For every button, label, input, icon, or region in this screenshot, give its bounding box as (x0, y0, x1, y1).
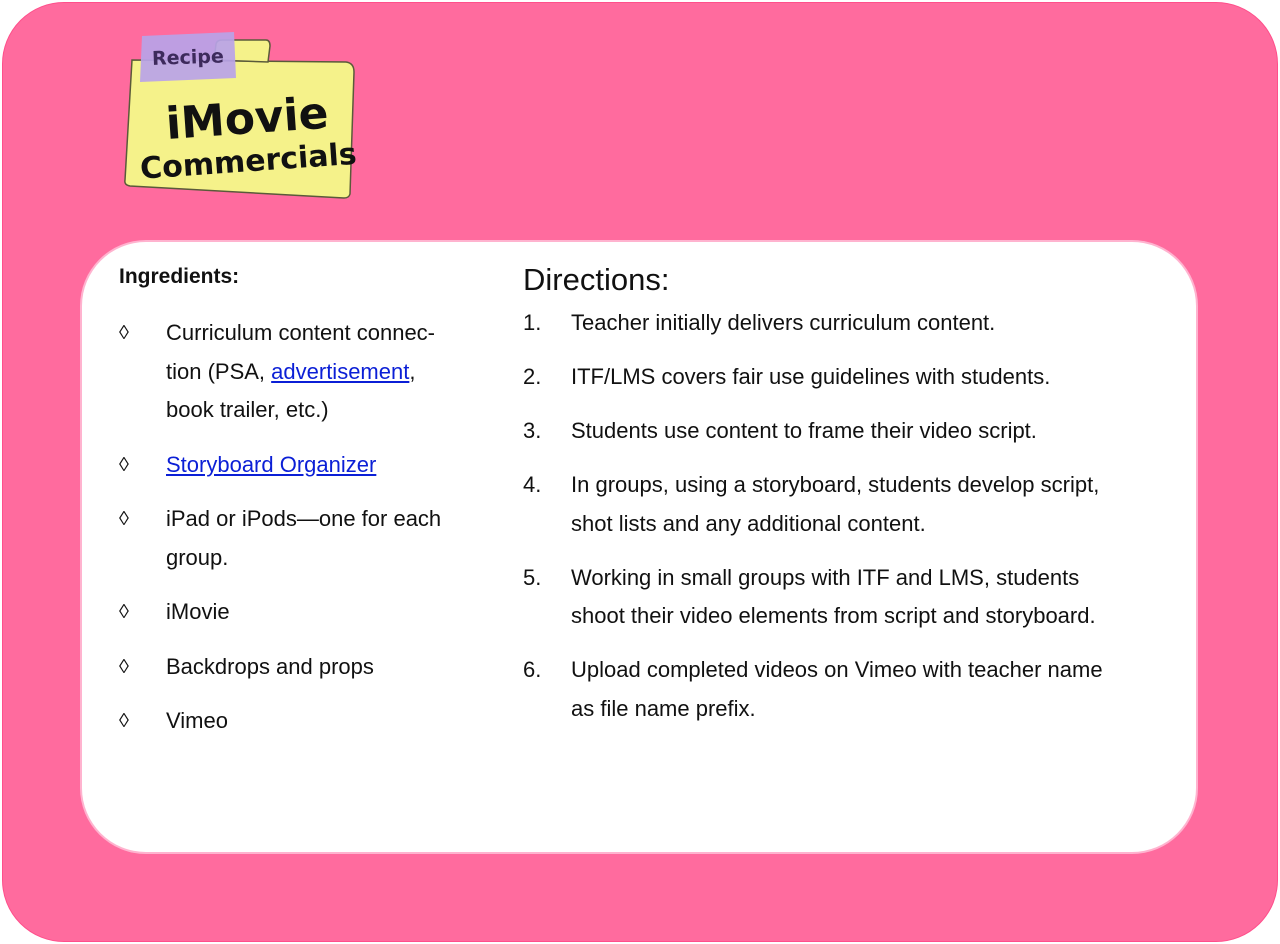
ingredient-text: , (409, 358, 416, 384)
logo-tab-text: Recipe (151, 45, 225, 70)
step-number: 6. (523, 657, 542, 682)
ingredient-item (119, 648, 479, 687)
step-number: 1. (523, 310, 542, 335)
ingredient-text: tion (PSA, (166, 358, 272, 384)
direction-step (523, 304, 1173, 343)
ingredient-text: Backdrops and props (166, 653, 374, 679)
step-number: 5. (523, 564, 542, 590)
ingredient-text: iPad or iPods—one for each (166, 506, 442, 531)
diamond-bullet-icon: ◊ (119, 601, 129, 623)
step-text: Teacher initially delivers curriculum content. (571, 310, 996, 335)
direction-step (523, 358, 1173, 397)
diamond-bullet-icon: ◊ (119, 710, 129, 732)
ingredient-text: Vimeo (166, 708, 228, 733)
step-text: ITF/LMS covers fair use guidelines with students. (571, 364, 1051, 389)
diamond-bullet-icon: ◊ (119, 453, 129, 476)
recipe-imovie-commercials-logo (118, 22, 366, 206)
ingredient-item (119, 500, 479, 577)
ingredient-item (119, 593, 479, 632)
step-text: shoot their video elements from script and storyboard. (571, 603, 1096, 628)
ingredient-text: group. (166, 544, 229, 570)
step-text: In groups, using a storyboard, students develop script, (571, 472, 1100, 497)
step-number: 3. (523, 418, 542, 443)
step-text: Students use content to frame their video script. (571, 418, 1037, 443)
logo-line1: iMovie (164, 87, 331, 150)
directions-section (523, 258, 1173, 744)
ingredients-title: Ingredients: (119, 265, 240, 288)
direction-step (523, 651, 1173, 728)
step-number: 2. (523, 364, 542, 389)
logo-line2: Commercials (139, 136, 358, 187)
storyboard-organizer-link[interactable]: Storyboard Organizer (166, 451, 377, 477)
ingredient-item (119, 314, 479, 430)
ingredient-text: book trailer, etc.) (166, 397, 329, 422)
ingredient-text: iMovie (166, 599, 230, 624)
advertisement-link[interactable]: advertisement (271, 358, 410, 384)
diamond-bullet-icon: ◊ (119, 322, 129, 344)
diamond-bullet-icon: ◊ (119, 655, 129, 678)
directions-list (523, 304, 1173, 728)
step-text: Working in small groups with ITF and LMS, students (571, 564, 1080, 590)
ingredients-list (119, 314, 479, 741)
ingredient-item (119, 702, 479, 741)
directions-title: Directions: (523, 262, 670, 297)
step-text: shot lists and any additional content. (571, 510, 926, 536)
direction-step (523, 412, 1173, 451)
direction-step (523, 559, 1173, 636)
ingredient-item (119, 446, 479, 485)
ingredient-text: Curriculum content connec- (166, 320, 436, 345)
ingredients-section (119, 262, 479, 757)
direction-step (523, 466, 1173, 543)
step-text: Upload completed videos on Vimeo with teacher name (571, 657, 1103, 682)
diamond-bullet-icon: ◊ (119, 508, 129, 530)
step-number: 4. (523, 472, 542, 497)
step-text: as file name prefix. (571, 695, 756, 721)
